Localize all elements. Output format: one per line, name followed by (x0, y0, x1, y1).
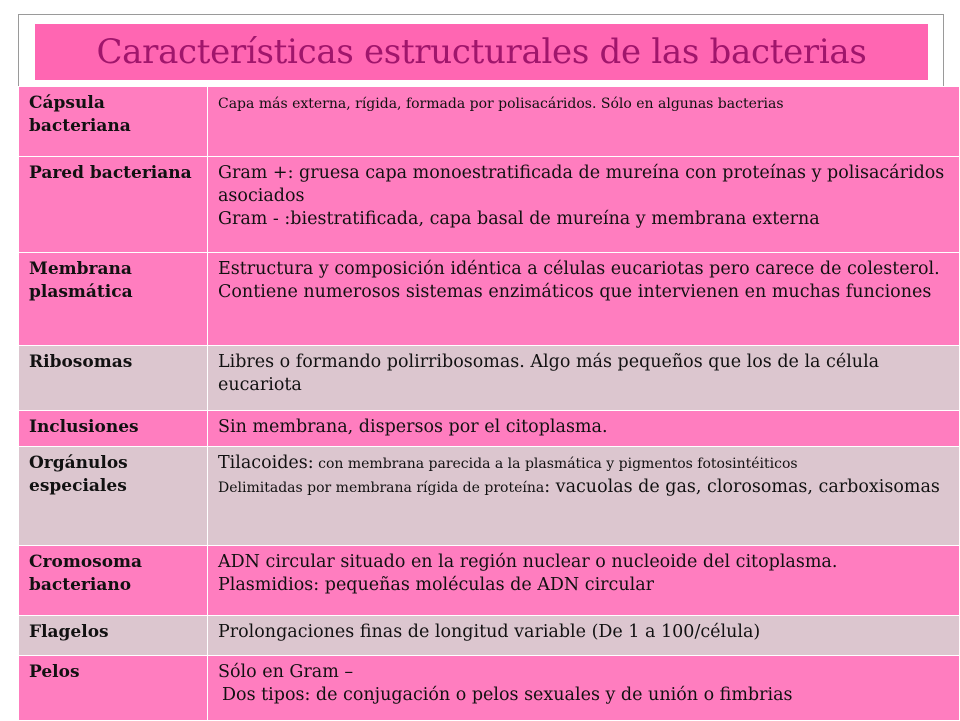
description-line: Plasmidios: pequeñas moléculas de ADN circular (218, 575, 655, 595)
description-line: Sólo en Gram – (218, 662, 354, 682)
table-row (19, 411, 960, 447)
description-line: Dos tipos: de conjugación o pelos sexuales y de unión o fimbrias (222, 685, 793, 705)
bacteria-structures-table (18, 86, 960, 721)
description-line: Libres o formando polirribosomas. Algo más pequeños que los de la célula eucariota (218, 352, 880, 395)
row-label: Inclusiones (19, 411, 208, 447)
title-banner (35, 24, 928, 80)
table-row (19, 157, 960, 253)
description-line (218, 452, 953, 476)
row-label: Orgánulos especiales (19, 447, 208, 546)
description-line: Estructura y composición idéntica a células eucariotas pero carece de colesterol. Contiene numerosos sistemas enzimáticos que intervienen en muchas funciones (218, 259, 940, 302)
row-description (208, 157, 960, 253)
table-row (19, 346, 960, 411)
row-description (208, 87, 960, 157)
table-row (19, 616, 960, 656)
table-row (19, 87, 960, 157)
row-label: Cromosoma bacteriano (19, 546, 208, 616)
row-description (208, 346, 960, 411)
description-line: ADN circular situado en la región nuclear o nucleoide del citoplasma. (218, 552, 838, 572)
row-description (208, 656, 960, 721)
description-line: Sin membrana, dispersos por el citoplasma. (218, 417, 608, 437)
description-term: : vacuolas de gas, clorosomas, carboxisomas (544, 477, 940, 497)
table-row (19, 656, 960, 721)
row-label: Membrana plasmática (19, 253, 208, 346)
description-line: Gram +: gruesa capa monoestratificada de mureína con proteínas y polisacáridos asociados (218, 163, 945, 206)
row-label: Pared bacteriana (19, 157, 208, 253)
table-row (19, 447, 960, 546)
description-line: Prolongaciones finas de longitud variable (De 1 a 100/célula) (218, 622, 761, 642)
row-description (208, 616, 960, 656)
description-term: Tilacoides: (218, 453, 314, 473)
row-label: Pelos (19, 656, 208, 721)
row-description (208, 253, 960, 346)
row-label: Flagelos (19, 616, 208, 656)
description-detail: Delimitadas por membrana rígida de proteína (218, 480, 545, 496)
row-label: Cápsula bacteriana (19, 87, 208, 157)
row-label: Ribosomas (19, 346, 208, 411)
description-line: Gram - :biestratificada, capa basal de mureína y membrana externa (218, 209, 820, 229)
row-description (208, 546, 960, 616)
table-row (19, 253, 960, 346)
slide-title: Características estructurales de las bacterias (96, 32, 867, 72)
row-description (208, 411, 960, 447)
description-line (218, 476, 953, 500)
description-detail: con membrana parecida a la plasmática y pigmentos fotosintéiticos (313, 456, 798, 472)
row-description (208, 447, 960, 546)
description-line: Capa más externa, rígida, formada por polisacáridos. Sólo en algunas bacterias (218, 96, 784, 112)
table-row (19, 546, 960, 616)
